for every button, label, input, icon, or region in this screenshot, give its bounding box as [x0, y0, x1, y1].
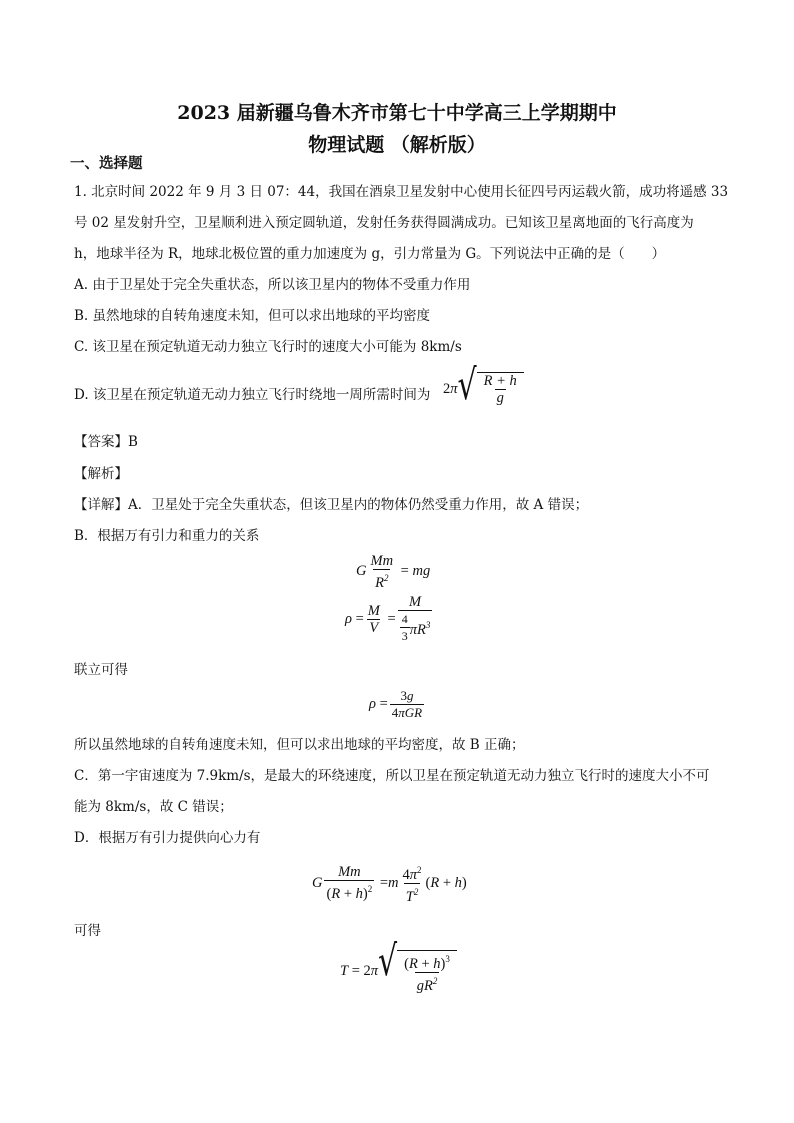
option-c: C. 该卫星在预定轨道无动力独立飞行时的速度大小可能为 8km/s — [74, 339, 462, 355]
formula-centripetal: G $\frac{Mm}{(R + h)^2}$ = m $\frac{4\pi^2}{T^2}$ (R + h) — [312, 864, 467, 905]
question-line-2: 号 02 星发射升空，卫星顺利进入预定圆轨道，发射任务获得圆满成功。已知该卫星离地面的飞行高度为 — [74, 215, 694, 231]
answer-label: 【答案】B — [74, 434, 138, 450]
question-line-3: h，地球半径为 R，地球北极位置的重力加速度为 g，引力常量为 G。下列说法中正确的是（ ） — [74, 246, 666, 262]
detail-line-b: B．根据万有引力和重力的关系 — [74, 528, 260, 544]
option-d: D. 该卫星在预定轨道无动力独立飞行时绕地一周所需时间为 — [74, 387, 431, 403]
detail-line-a: 【详解】A．卫星处于完全失重状态，但该卫星内的物体仍然受重力作用，故 A 错误； — [74, 497, 589, 513]
section-heading: 一、选择题 — [70, 155, 143, 172]
analysis-label: 【解析】 — [74, 466, 128, 482]
detail-line-d: D．根据万有引力提供向心力有 — [74, 830, 261, 846]
option-a: A. 由于卫星处于完全失重状态，所以该卫星内的物体不受重力作用 — [74, 277, 471, 293]
page-title-line1: 2023 届新疆乌鲁木齐市第七十中学高三上学期期中 — [177, 102, 617, 124]
formula-option-d: 2 π √ $\frac{R + h}{g}$ — [443, 372, 524, 406]
formula-density-result: ρ = $\frac{3g}{\text{4πGR}}$ — [369, 688, 423, 720]
option-b: B. 虽然地球的自转角速度未知，但可以求出地球的平均密度 — [74, 308, 431, 324]
combine-text: 联立可得 — [74, 662, 128, 678]
detail-line-c2: 能为 8km/s，故 C 错误； — [74, 799, 233, 815]
formula-density: ρ = $\frac{M}{V}$ = M $\frac{4}{3}$ $\pi R^3$ — [345, 594, 431, 643]
conclusion-b: 所以虽然地球的自转角速度未知，但可以求出地球的平均密度，故 B 正确； — [74, 737, 525, 753]
question-line-1: 1. 北京时间 2022 年 9 月 3 日 07：44，我国在酒泉卫星发射中心使用长征四号丙运载火箭，成功将遥感 33 — [74, 184, 729, 200]
formula-gravity: G $\frac{Mm}{R^2}$ = mg — [356, 553, 431, 591]
page-title-line2: 物理试题 （解析版） — [308, 134, 486, 156]
get-text: 可得 — [74, 923, 101, 939]
formula-period: T = 2 π √ $\frac{(R + h)^3}{gR^2}$ — [340, 950, 457, 994]
detail-line-c1: C．第一宇宙速度为 7.9km/s，是最大的环绕速度，所以卫星在预定轨道无动力独立飞行时的速度大小不可 — [74, 768, 710, 784]
